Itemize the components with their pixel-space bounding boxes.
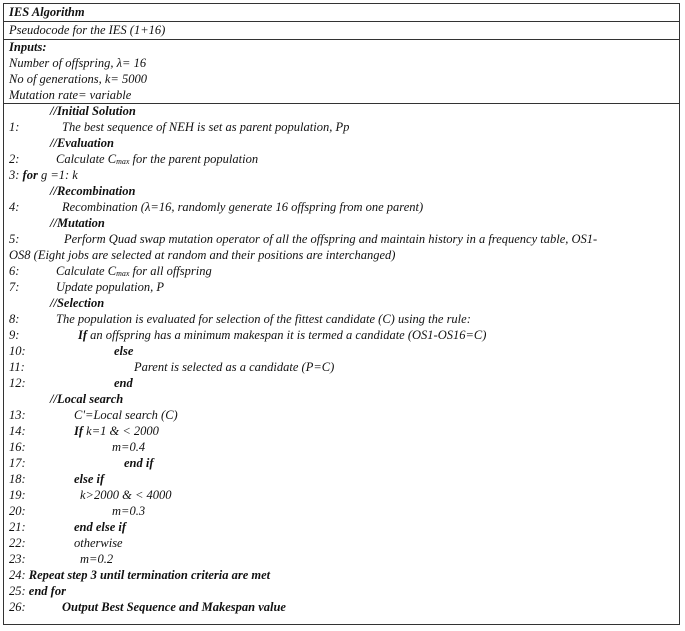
step-text: else [114, 344, 134, 358]
step-text: The best sequence of NEH is set as parent population, Pp [62, 120, 350, 134]
step-text: otherwise [74, 536, 123, 550]
comment-evaluation: //Evaluation [50, 136, 114, 150]
comment-initial-solution: //Initial Solution [50, 104, 136, 118]
step-number: 12: [9, 376, 26, 390]
step-text: Output Best Sequence and Makespan value [62, 600, 286, 614]
step-number: 13: [9, 408, 26, 422]
step-number: 19: [9, 488, 26, 502]
step-text: Parent is selected as a candidate (P=C) [134, 360, 335, 374]
step-text: end else if [74, 520, 127, 534]
step-number: 5: [9, 232, 20, 246]
step-text: If k=1 & < 2000 [74, 424, 159, 438]
algorithm-subtitle: Pseudocode for the IES (1+16) [9, 23, 166, 37]
step-text: Recombination (λ=16, randomly generate 16 offspring from one parent) [62, 200, 424, 214]
step-text: else if [74, 472, 105, 486]
input-line: Mutation rate= variable [9, 88, 132, 102]
algorithm-title: IES Algorithm [9, 5, 85, 19]
step-number: 17: [9, 456, 26, 470]
algorithm-box [3, 3, 680, 625]
comment-selection: //Selection [50, 296, 105, 310]
step-text: end [114, 376, 133, 390]
step-text: Calculate $C_{max}$ for the parent population [56, 152, 259, 166]
comment-recombination: //Recombination [50, 184, 136, 198]
step-number: 14: [9, 424, 26, 438]
step-text: Perform Quad swap mutation operator of all the offspring and maintain history in a frequency table, OS1- [64, 232, 598, 246]
step-text: 24: Repeat step 3 until termination criteria are met [9, 568, 271, 582]
step-text: m=0.4 [112, 440, 146, 454]
step-text: k>2000 & < 4000 [80, 488, 172, 502]
input-line: Number of offspring, λ= 16 [9, 56, 147, 70]
step-number: 8: [9, 312, 20, 326]
step-number: 9: [9, 328, 20, 342]
step-number: 11: [9, 360, 25, 374]
step-text: The population is evaluated for selection of the fittest candidate (C) using the rule: [56, 312, 471, 326]
comment-local-search: //Local search [50, 392, 124, 406]
inputs-heading: Inputs: [9, 40, 47, 54]
input-line: No of generations, k= 5000 [9, 72, 147, 86]
step-number: 7: [9, 280, 20, 294]
comment-mutation: //Mutation [50, 216, 105, 230]
step-number: 26: [9, 600, 26, 614]
step-number: 10: [9, 344, 26, 358]
step-text: Update population, P [56, 280, 164, 294]
step-text: Calculate $C_{max}$ for all offspring [56, 264, 212, 278]
step-text: 25: end for [9, 584, 66, 598]
step-number: 16: [9, 440, 26, 454]
step-number: 1: [9, 120, 20, 134]
step-text: end if [124, 456, 154, 470]
divider [4, 39, 679, 40]
step-text: m=0.3 [112, 504, 146, 518]
step-text: 3: for g =1: k [9, 168, 78, 182]
step-number: 6: [9, 264, 20, 278]
divider [4, 21, 679, 22]
step-number: 22: [9, 536, 26, 550]
step-number: 20: [9, 504, 26, 518]
step-number: 21: [9, 520, 26, 534]
step-number: 18: [9, 472, 26, 486]
step-text: C'=Local search (C) [74, 408, 178, 422]
step-number: 4: [9, 200, 20, 214]
step-text-continued: OS8 (Eight jobs are selected at random and their positions are interchanged) [9, 248, 396, 262]
step-text: m=0.2 [80, 552, 114, 566]
step-text: If an offspring has a minimum makespan it is termed a candidate (OS1-OS16=C) [78, 328, 487, 342]
step-number: 23: [9, 552, 26, 566]
step-number: 2: [9, 152, 20, 166]
